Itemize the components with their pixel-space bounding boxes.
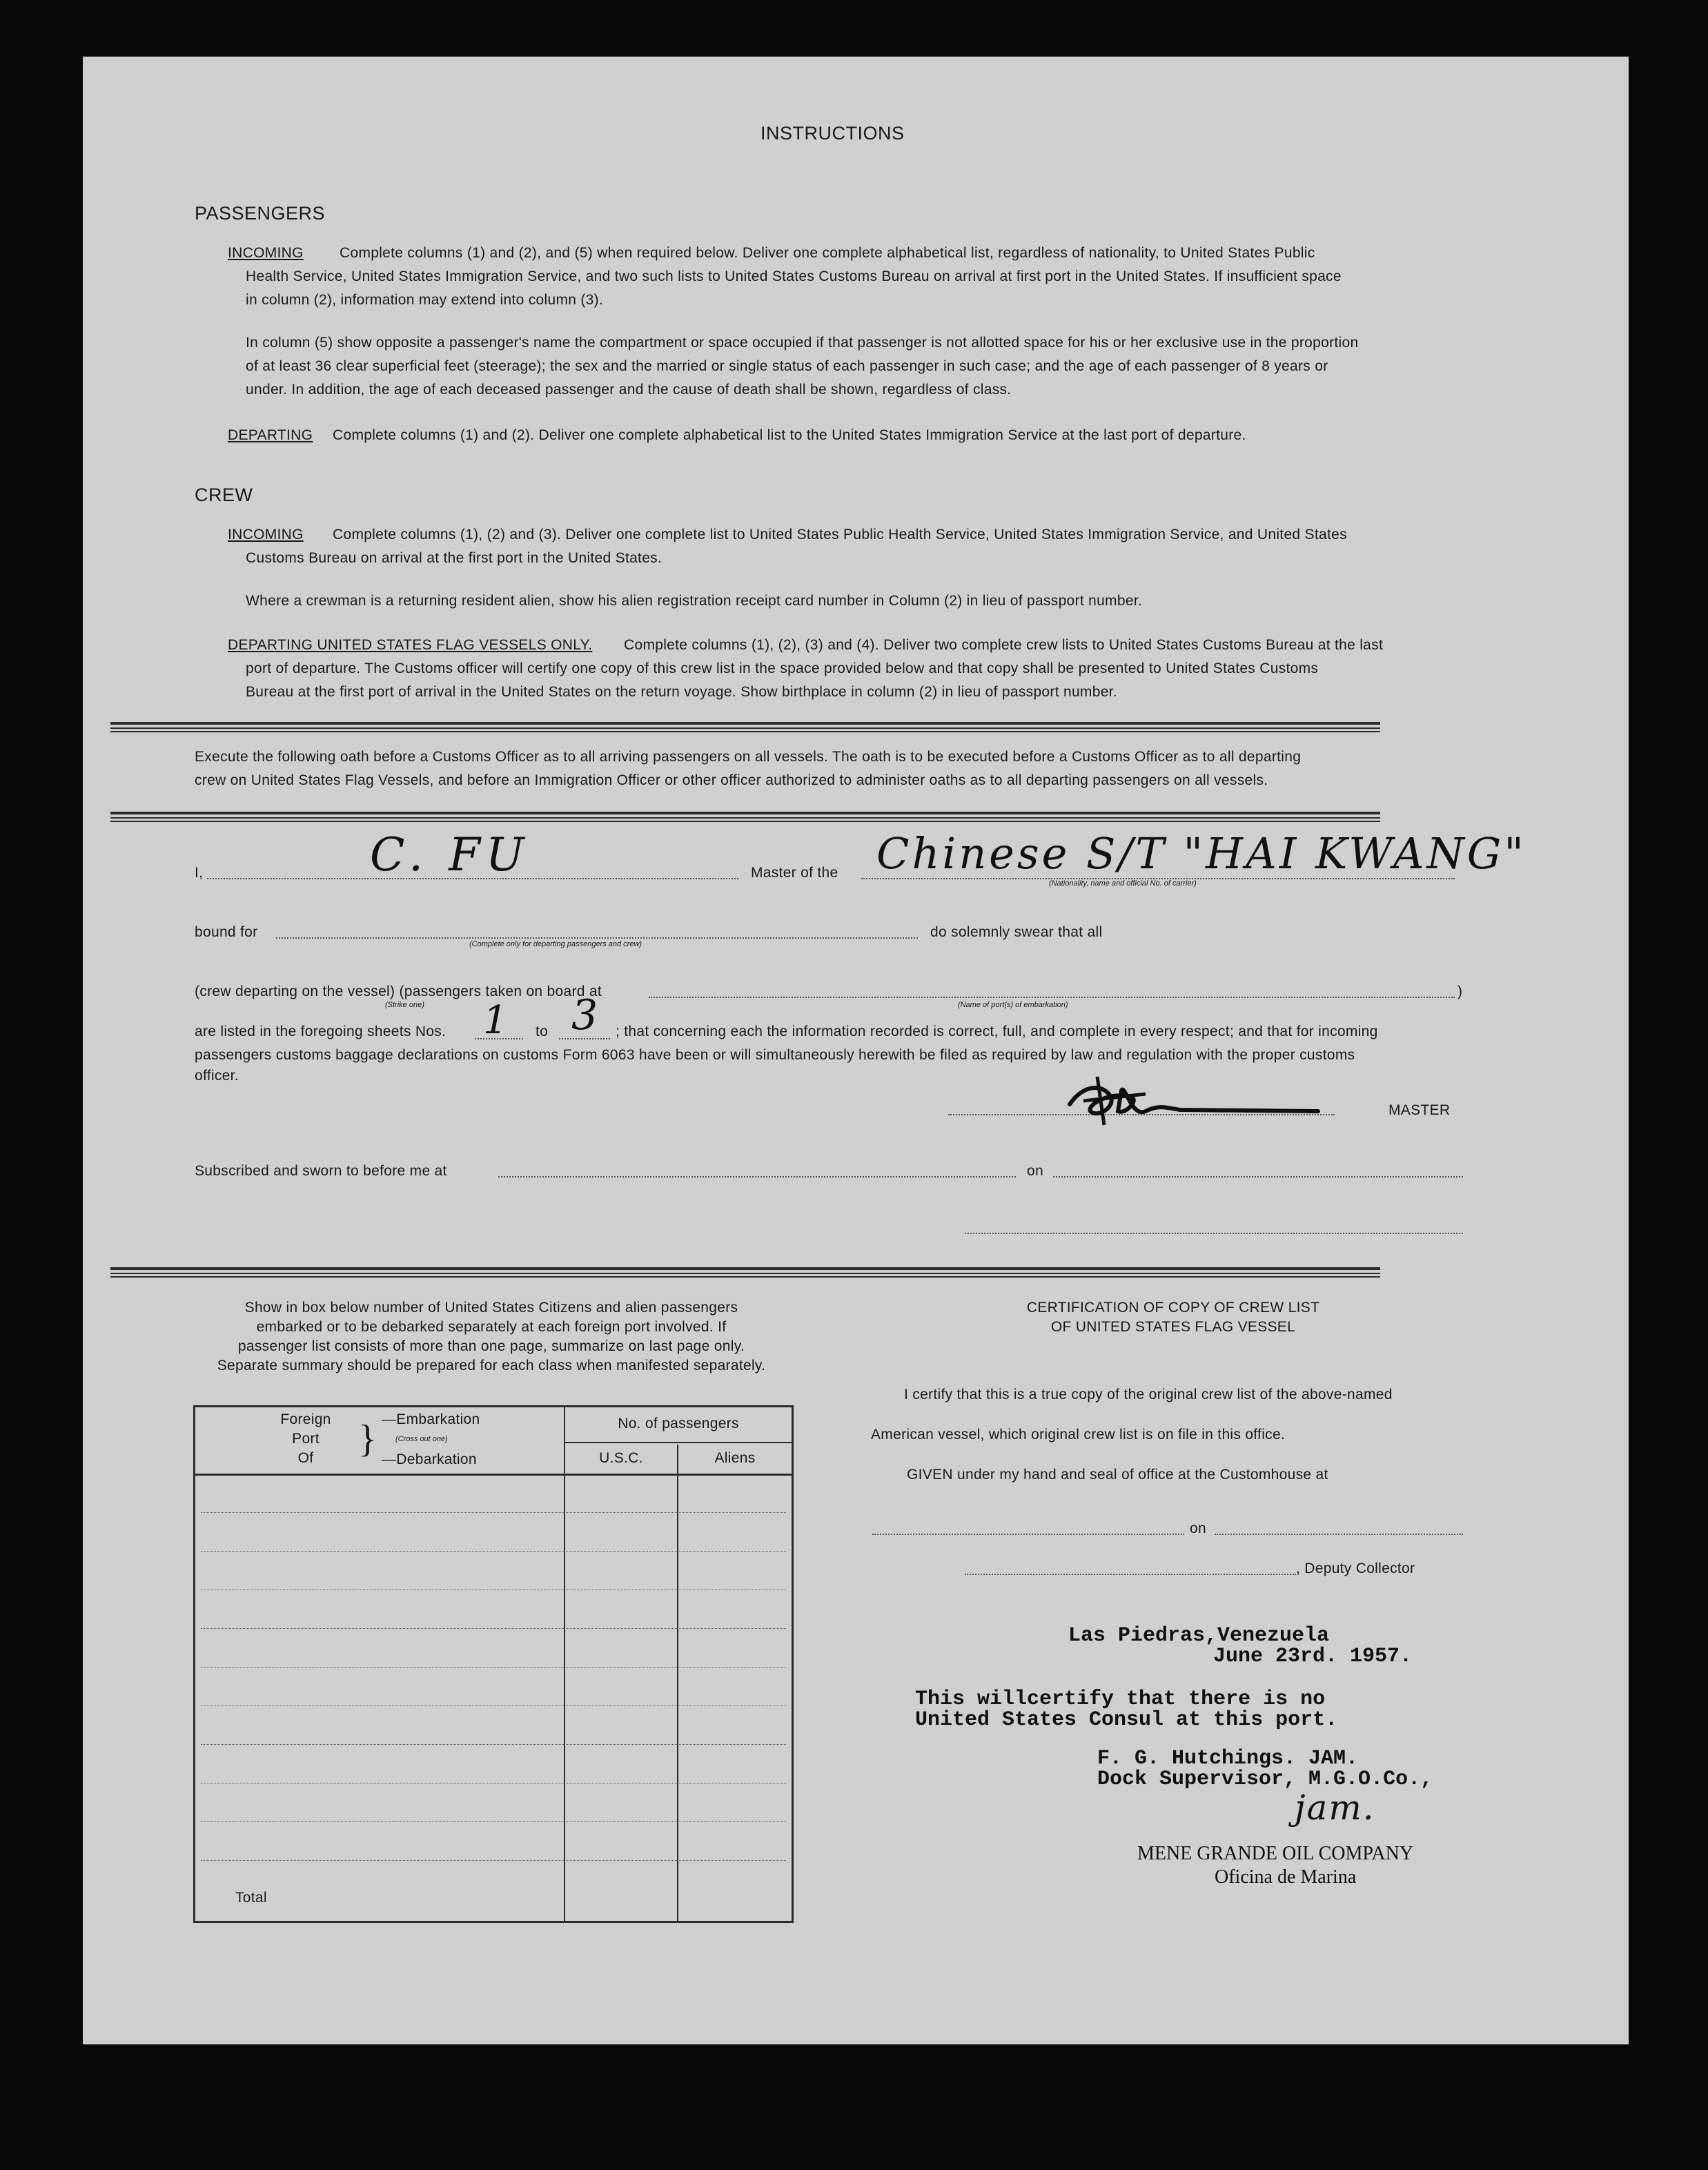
cert-date-line <box>1215 1534 1463 1535</box>
crew-heading: CREW <box>195 485 253 505</box>
passengers-departing-label: DEPARTING <box>228 427 313 443</box>
subscribed-label: Subscribed and sworn to before me at <box>195 1163 447 1179</box>
subscribed-date-line <box>1053 1176 1463 1177</box>
crew-incoming-label: INCOMING <box>228 527 304 542</box>
total-label: Total <box>235 1890 267 1906</box>
certify-line-2: American vessel, which original crew list is on file in this office. <box>871 1427 1286 1443</box>
passengers-heading: PASSENGERS <box>195 203 326 224</box>
oath-i-label: I, <box>195 865 204 881</box>
crew-departing-text: (crew departing on the vessel) (passengers taken on board at <box>195 984 602 999</box>
column5-line-2: of at least 36 clear superficial feet (steerage); the sex and the married or single status of each passenger in such case; and the age of each passenger of 8 years or <box>246 358 1328 374</box>
no-passengers-header: No. of passengers <box>618 1416 739 1431</box>
passengers-incoming-line-1: Complete columns (1) and (2), and (5) when required below. Deliver one complete alphabetical list, regardless of nationality, to United States Public <box>340 245 1315 261</box>
ports-caption: (Name of port(s) of embarkation) <box>958 1001 1068 1009</box>
bound-for-caption: (Complete only for departing passengers and crew) <box>469 940 642 948</box>
col-port-line-3: Of <box>297 1450 314 1466</box>
sheet-to-handwritten: 3 <box>571 991 604 1039</box>
oath-intro-line-2: crew on United States Flag Vessels, and before an Immigration Officer or other officer authorized to administer oaths as to all departing passengers on all vessels. <box>195 772 1268 788</box>
ports-line <box>649 997 1455 998</box>
cert-title-line-1: CERTIFICATION OF COPY OF CREW LIST <box>1026 1300 1320 1316</box>
officer-signature-line <box>965 1233 1463 1234</box>
typed-date: June 23rd. 1957. <box>1213 1645 1413 1668</box>
typed-line-2: United States Consul at this port. <box>915 1708 1338 1732</box>
section-divider <box>110 812 1380 822</box>
debarkation-label: —Debarkation <box>382 1451 477 1467</box>
crew-departing-label: DEPARTING UNITED STATES FLAG VESSELS ONLY. <box>228 637 593 653</box>
embarkation-label: —Embarkation <box>382 1411 480 1427</box>
typed-signer-title: Dock Supervisor, M.G.O.Co., <box>1097 1768 1433 1791</box>
bound-for-line <box>276 937 918 939</box>
listed-rest: ; that concerning each the information recorded is correct, full, and complete in every respect; and that for incoming <box>616 1024 1378 1039</box>
certify-line-1: I certify that this is a true copy of the original crew list of the above-named <box>904 1387 1393 1402</box>
column5-line-1: In column (5) show opposite a passenger's name the compartment or space occupied if that passenger is not allotted space for his or her exclusive use in the proportion <box>246 335 1359 351</box>
crew-departing-line-3: Bureau at the first port of arrival in the United States on the return voyage. Show birthplace in column (2) in lieu of passport number. <box>246 684 1117 700</box>
swear-text: do solemnly swear that all <box>930 924 1103 940</box>
bound-for-label: bound for <box>195 924 258 940</box>
company-stamp: MENE GRANDE OIL COMPANY <box>1137 1843 1414 1864</box>
crew-incoming-line-1: Complete columns (1), (2) and (3). Deliver one complete list to United States Public Health Service, United States Immigration Service, and United States <box>333 527 1347 542</box>
cross-out-caption: (Cross out one) <box>395 1435 448 1443</box>
typed-place: Las Piedras,Venezuela <box>1068 1624 1330 1648</box>
vessel-handwritten: Chinese S/T "HAI KWANG" <box>876 828 1527 879</box>
officer-line: officer. <box>195 1068 239 1084</box>
strike-caption: (Strike one) <box>385 1001 424 1009</box>
usc-header: U.S.C. <box>599 1450 643 1466</box>
crew-departing-line-1: Complete columns (1), (2), (3) and (4). Deliver two complete crew lists to United States Customs Bureau at the last <box>624 637 1384 653</box>
summary-line-4: Separate summary should be prepared for each class when manifested separately. <box>217 1358 766 1374</box>
sheet-from-handwritten: 1 <box>483 998 513 1043</box>
deputy-label: , Deputy Collector <box>1296 1561 1415 1576</box>
customhouse-line <box>872 1534 1184 1535</box>
passengers-incoming-line-2: Health Service, United States Immigration Service, and two such lists to United States Customs Bureau on arrival at first port in the United States. If insufficient space <box>246 268 1342 284</box>
summary-line-3: passenger list consists of more than one page, summarize on last page only. <box>237 1338 745 1354</box>
vessel-caption: (Nationality, name and official No. of carrier) <box>1049 879 1197 888</box>
page-title: INSTRUCTIONS <box>760 123 905 144</box>
summary-line-2: embarked or to be debarked separately at each foreign port involved. If <box>256 1319 727 1335</box>
crew-incoming-line-2: Customs Bureau on arrival at the first port in the United States. <box>246 550 662 566</box>
master-signature <box>1056 1070 1332 1132</box>
to-label: to <box>536 1024 549 1039</box>
master-label: MASTER <box>1388 1102 1451 1118</box>
deputy-signature-line <box>965 1574 1296 1575</box>
brace-icon: } <box>358 1418 377 1460</box>
section-divider <box>110 1267 1380 1278</box>
typed-line-1: This willcertify that there is no <box>915 1688 1326 1711</box>
company-office-stamp: Oficina de Marina <box>1215 1866 1357 1888</box>
crew-resident-text: Where a crewman is a returning resident alien, show his alien registration receipt card number in Column (2) in lieu of passport number. <box>246 593 1143 609</box>
passengers-incoming-label: INCOMING <box>228 245 304 261</box>
passengers-departing-text: Complete columns (1) and (2). Deliver one complete alphabetical list to the United States Immigration Service at the last port of departure. <box>333 427 1246 443</box>
listed-label: are listed in the foregoing sheets Nos. <box>195 1024 446 1039</box>
baggage-line: passengers customs baggage declarations on customs Form 6063 have been or will simultaneously herewith be filed as required by law and regulation with the proper customs <box>195 1047 1355 1063</box>
subscribed-on-label: on <box>1027 1163 1043 1179</box>
handwritten-initials: jam. <box>1295 1788 1375 1828</box>
subscribed-place-line <box>498 1176 1016 1177</box>
col-port-line-1: Foreign <box>280 1411 331 1427</box>
cert-on-label: on <box>1190 1521 1206 1536</box>
summary-line-1: Show in box below number of United States Citizens and alien passengers <box>244 1300 738 1316</box>
close-paren: ) <box>1457 984 1463 999</box>
crew-departing-line-2: port of departure. The Customs officer will certify one copy of this crew list in the space provided below and that copy shall be presented to United States Customs <box>246 661 1319 676</box>
column5-line-3: under. In addition, the age of each deceased passenger and the cause of death shall be shown, regardless of class. <box>246 382 1012 398</box>
col-port-line-2: Port <box>292 1431 320 1447</box>
given-line: GIVEN under my hand and seal of office at the Customhouse at <box>907 1467 1328 1483</box>
aliens-header: Aliens <box>714 1450 756 1466</box>
oath-intro-line-1: Execute the following oath before a Customs Officer as to all arriving passengers on all vessels. The oath is to be executed before a Customs Officer as to all departing <box>195 749 1302 765</box>
section-divider <box>110 722 1380 732</box>
master-of-label: Master of the <box>751 865 838 881</box>
cert-title-line-2: OF UNITED STATES FLAG VESSEL <box>1050 1319 1296 1335</box>
typed-signer: F. G. Hutchings. JAM. <box>1097 1747 1359 1770</box>
master-name-handwritten: C. FU <box>370 828 530 881</box>
passengers-incoming-line-3: in column (2), information may extend into column (3). <box>246 292 604 308</box>
passenger-summary-table <box>193 1405 794 1923</box>
